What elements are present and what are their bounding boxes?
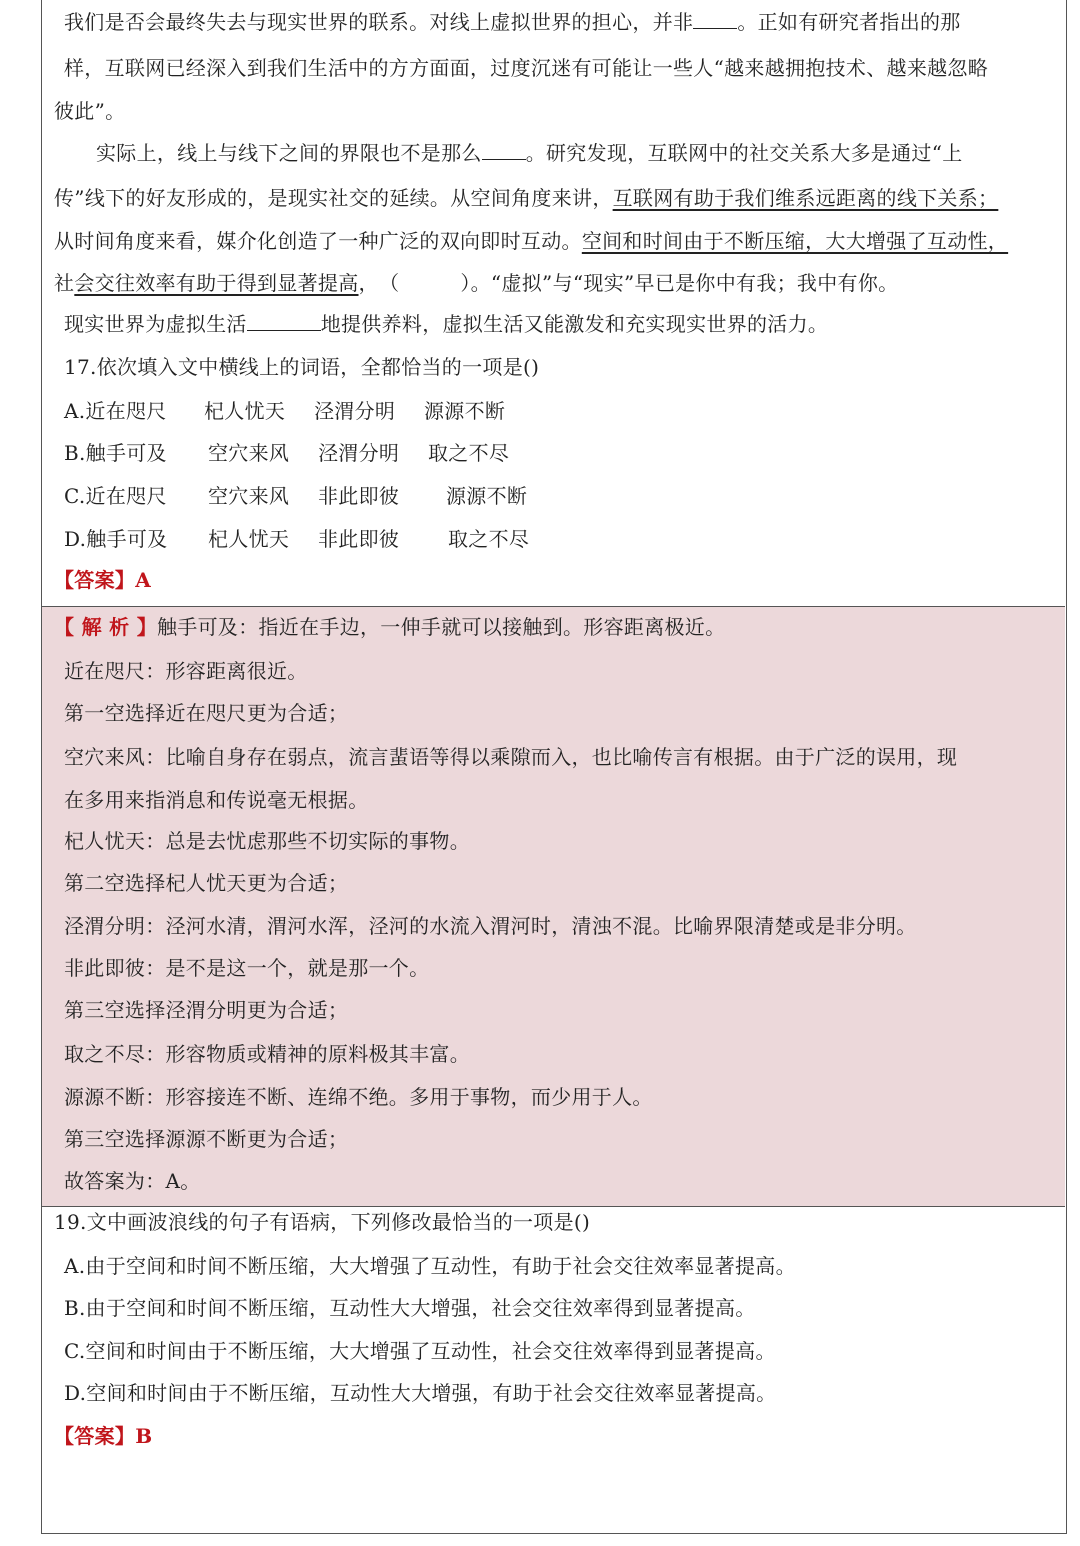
q19-option-a: A.由于空间和时间不断压缩，大大增强了互动性，有助于社会交往效率显著提高。	[64, 1254, 796, 1278]
option-word: 非此即彼	[318, 484, 400, 508]
q17-option-d	[64, 525, 529, 553]
passage-text: 样，互联网已经深入到我们生活中的方方面面，过度沉迷有可能让一些人“越来越拥抱技术、越来越忽略	[64, 56, 989, 80]
q17-option-b	[64, 439, 509, 467]
option-word: 非此即彼	[318, 527, 400, 551]
underlined-text: 互联网有助于我们维系远距离的线下关系；	[612, 186, 999, 210]
option-label: B.触手可及	[64, 441, 167, 465]
q19-option-b: B.由于空间和时间不断压缩，互动性大大增强，社会交往效率得到显著提高。	[64, 1296, 756, 1320]
document-sheet	[41, 0, 1067, 1534]
wavy-lined-sentence: 会交往效率有助于得到显著提高	[74, 271, 359, 295]
blank-underline	[693, 10, 737, 29]
option-word: 源源不断	[446, 484, 528, 508]
option-word: 取之不尽	[428, 441, 510, 465]
passage-text: 。研究发现，互联网中的社交关系大多是通过“上	[525, 141, 963, 165]
passage-line	[54, 269, 898, 297]
option-word: 泾渭分明	[318, 441, 400, 465]
option-word: 空穴来风	[208, 441, 290, 465]
explanation-line: 空穴来风：比喻自身存在弱点，流言蜚语等得以乘隙而入，也比喻传言有根据。由于广泛的误用，现	[64, 745, 958, 769]
explanation-line: 杞人忧天：总是去忧虑那些不切实际的事物。	[64, 829, 470, 853]
passage-text: 我们是否会最终失去与现实世界的联系。对线上虚拟世界的担心，并非	[64, 10, 694, 34]
passage-line	[54, 227, 1008, 255]
answer-label: 【答案】	[54, 568, 136, 592]
wavy-lined-sentence: 空间和时间由于不断压缩，大大增强了互动性，	[581, 229, 1009, 253]
explanation-line: 第三空选择源源不断更为合适；	[64, 1127, 349, 1151]
passage-text: 实际上，线上与线下之间的界限也不是那么	[96, 141, 482, 165]
explanation-text: 触手可及：指近在手边，一伸手就可以接触到。形容距离极近。	[157, 615, 726, 639]
passage-line	[96, 139, 963, 167]
passage-text: 从时间角度来看，媒介化创造了一种广泛的双向即时互动。	[54, 229, 582, 253]
explanation-line: 泾渭分明：泾河水清，渭河水浑，泾河的水流入渭河时，清浊不混。比喻界限清楚或是非分明。	[64, 914, 917, 938]
option-word: 杞人忧天	[208, 527, 290, 551]
question-17-stem: 17.依次填入文中横线上的词语，全都恰当的一项是()	[64, 355, 540, 379]
explanation-box	[42, 606, 1065, 1207]
passage-line	[64, 8, 961, 36]
passage-text: 社	[54, 271, 75, 295]
option-word: 杞人忧天	[204, 399, 286, 423]
option-word: 取之不尽	[448, 527, 530, 551]
option-word: 空穴来风	[208, 484, 290, 508]
option-label: A.近在咫尺	[64, 399, 167, 423]
explanation-line: 源源不断：形容接连不断、连绵不绝。多用于事物，而少用于人。	[64, 1085, 653, 1109]
passage-text: 传”线下的好友形成的，是现实社交的延续。从空间角度来讲，	[54, 186, 613, 210]
q17-option-c	[64, 482, 527, 510]
passage-line	[64, 54, 988, 82]
passage-line	[64, 310, 828, 338]
explanation-line: 非此即彼：是不是这一个，就是那一个。	[64, 956, 430, 980]
explanation-line: 近在咫尺：形容距离很近。	[64, 659, 308, 683]
q17-answer	[54, 566, 151, 594]
passage-text: 彼此”。	[54, 99, 126, 123]
passage-text: ， （ ）。“虚拟”与“现实”早已是你中有我；我中有你。	[358, 271, 899, 295]
passage-text: 地提供养料，虚拟生活又能激发和充实现实世界的活力。	[320, 312, 829, 336]
q19-option-d: D.空间和时间由于不断压缩，互动性大大增强，有助于社会交往效率显著提高。	[64, 1381, 777, 1405]
option-label: D.触手可及	[64, 527, 168, 551]
answer-value: B	[135, 1424, 153, 1448]
q19-option-c: C.空间和时间由于不断压缩，大大增强了互动性，社会交往效率得到显著提高。	[64, 1339, 776, 1363]
passage-line	[54, 184, 998, 212]
explanation-line: 第一空选择近在咫尺更为合适；	[64, 701, 349, 725]
explanation-line: 第三空选择泾渭分明更为合适；	[64, 998, 349, 1022]
option-word: 泾渭分明	[314, 399, 396, 423]
question-19-stem: 19.文中画波浪线的句子有语病，下列修改最恰当的一项是()	[54, 1210, 591, 1234]
explanation-line: 第二空选择杞人忧天更为合适；	[64, 871, 349, 895]
passage-line	[54, 97, 125, 125]
passage-text: 现实世界为虚拟生活	[64, 312, 247, 336]
explanation-first-line	[54, 613, 725, 641]
option-word: 源源不断	[424, 399, 506, 423]
q17-option-a	[64, 397, 505, 425]
blank-underline	[247, 312, 321, 331]
explanation-label: 【 解 析 】	[54, 615, 157, 639]
blank-underline	[482, 141, 526, 160]
q19-answer	[54, 1422, 152, 1450]
explanation-line: 在多用来指消息和传说毫无根据。	[64, 788, 369, 812]
option-label: C.近在咫尺	[64, 484, 167, 508]
explanation-line: 取之不尽：形容物质或精神的原料极其丰富。	[64, 1042, 470, 1066]
answer-label: 【答案】	[54, 1424, 136, 1448]
explanation-line: 故答案为：A。	[64, 1169, 201, 1193]
answer-value: A	[135, 568, 152, 592]
passage-text: 。正如有研究者指出的那	[737, 10, 961, 34]
